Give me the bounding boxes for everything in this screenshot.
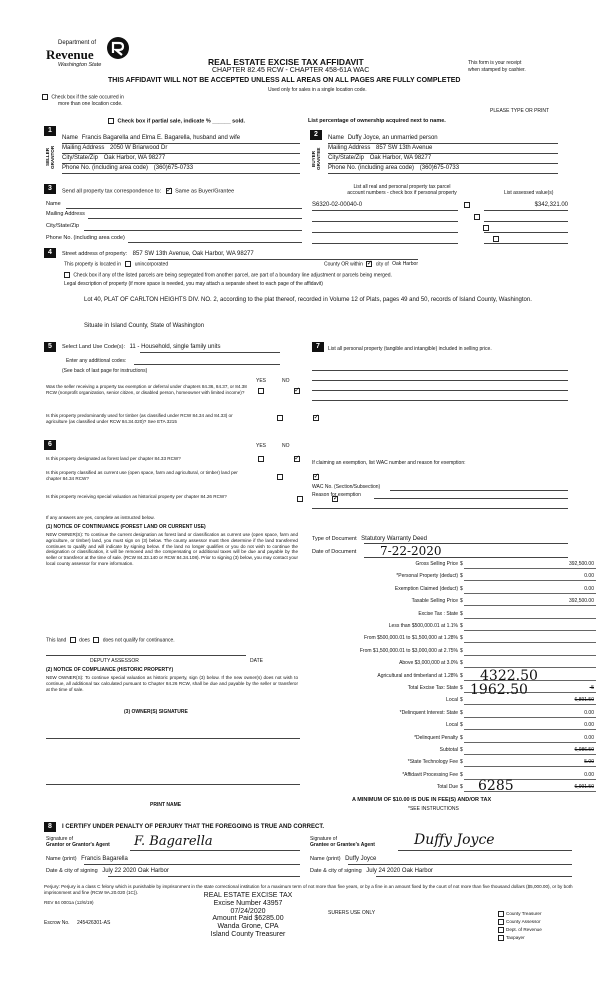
buyer-city-field[interactable]: Oak Harbor, WA 98277 xyxy=(369,155,432,161)
dist-dept-revenue[interactable] xyxy=(498,926,542,934)
logo-emblem-icon xyxy=(106,36,130,60)
parcel-3-personal-checkbox[interactable] xyxy=(483,225,489,231)
escrow-label: Escrow No. xyxy=(44,920,70,926)
multi-location-label-2: more than one location code. xyxy=(58,101,123,107)
buyer-city-row xyxy=(328,155,431,161)
tax-row-label: Local xyxy=(446,697,458,704)
does-not-label: does not qualify for continuance. xyxy=(102,637,175,644)
s6-q1-text: Is this property designated as forest land per chapter 84.33 RCW? xyxy=(46,456,181,461)
reason-label: Reason for exemption xyxy=(312,492,361,498)
tax-row xyxy=(312,759,596,767)
dist-taxpayer-checkbox[interactable] xyxy=(498,935,504,941)
tax-row xyxy=(312,635,596,643)
dist-county-treasurer[interactable] xyxy=(498,910,542,918)
dollar-sign: $ xyxy=(460,598,463,605)
section-6-number: 6 xyxy=(44,440,56,450)
doc-type-row xyxy=(312,536,427,542)
city-of-field[interactable]: Oak Harbor xyxy=(392,261,418,268)
deputy-assessor-label: DEPUTY ASSESSOR xyxy=(90,658,139,664)
section-1-seller xyxy=(44,126,302,178)
buyer-name-field[interactable]: Duffy Joyce, an unmarried person xyxy=(347,135,438,141)
does-label: does xyxy=(79,637,90,644)
continuance-row xyxy=(46,637,175,643)
tax-row xyxy=(312,784,596,792)
dist-county-treasurer-label: County Treasurer xyxy=(506,911,542,916)
located-label: This property is located in xyxy=(64,261,121,268)
located-row xyxy=(64,261,168,267)
section-3-number: 3 xyxy=(44,184,56,194)
dollar-sign: $ xyxy=(460,722,463,729)
stamp-line-2: Excise Number 43957 xyxy=(213,899,283,907)
buyer-phone-field[interactable]: (360)675-0733 xyxy=(419,165,460,171)
seller-side-label: SELLER GRANTOR xyxy=(45,145,55,169)
county-label: County OR within xyxy=(324,261,363,268)
used-only-note: Used only for sales in a single location code. xyxy=(268,87,367,93)
corr-name-label: Name xyxy=(46,201,61,207)
section-1-number: 1 xyxy=(44,126,56,136)
stamp-line-3: 07/24/2020 xyxy=(230,907,266,915)
does-qualify-checkbox[interactable] xyxy=(70,637,76,643)
dollar-sign: $ xyxy=(460,709,463,716)
buyer-side-label: BUYER GRANTEE xyxy=(311,147,321,171)
grantor-date-label: Date & city of signing xyxy=(46,868,98,874)
doc-date-field[interactable]: 7-22-2020 xyxy=(380,544,442,558)
tax-row-label: Local xyxy=(446,722,458,729)
s5-no-header: NO xyxy=(282,378,290,384)
tax-row xyxy=(312,710,596,718)
tax-row xyxy=(312,697,596,705)
grantor-date-row xyxy=(46,868,169,874)
s6-yes-header: YES xyxy=(256,443,267,449)
exemption-claim-label: If claiming an exemption, list WAC number and reason for exemption: xyxy=(312,460,466,466)
grantor-signature[interactable]: F. Bagarella xyxy=(134,834,213,849)
dist-county-assessor-label: County Assessor xyxy=(506,919,541,924)
grantor-sig-label-2: Grantor or Grantor's Agent xyxy=(46,842,110,848)
stamp-line-4: Amount Paid $6285.00 xyxy=(212,915,284,923)
see-back-note: (See back of last page for instructions) xyxy=(62,368,148,374)
tax-row xyxy=(312,573,596,581)
notice-2-title: (2) NOTICE OF COMPLIANCE (HISTORIC PROPERTY) xyxy=(46,667,174,673)
situate-line: Situate in Island County, State of Washington xyxy=(84,323,205,329)
tax-row xyxy=(312,648,596,656)
corr-phone-label: Phone No. (including area code) xyxy=(46,235,125,241)
grantee-signature[interactable]: Duffy Joyce xyxy=(414,832,495,848)
notice-2-text: NEW OWNER(S): To continue special valuation as historic property, sign (3) below. If the new owner(s) does not wish to continue, all additional tax calculated pursuant to Chapter 84.26 RCW, shall be due and payable by the seller or transferor at the time of sale. xyxy=(46,675,298,692)
ownership-note: List percentage of ownership acquired next to name. xyxy=(308,118,446,124)
tax-row xyxy=(312,611,596,619)
doc-type-label: Type of Document xyxy=(312,536,357,542)
buyer-phone-label: Phone No. (including area code) xyxy=(328,165,415,171)
partial-sale-label: Check box if partial sale, indicate % ______ sold. xyxy=(117,118,246,125)
tax-row xyxy=(312,623,596,631)
tax-row-value[interactable]: 392,500.00 xyxy=(568,598,594,605)
dollar-sign: $ xyxy=(460,734,463,741)
unincorporated-checkbox[interactable] xyxy=(125,261,131,267)
grantor-name-label: Name (print) xyxy=(46,856,77,862)
dollar-sign: $ xyxy=(460,647,463,654)
stamp-line-5: Wanda Grone, CPA xyxy=(217,923,279,931)
dollar-sign: $ xyxy=(460,672,463,679)
form-warning: THIS AFFIDAVIT WILL NOT BE ACCEPTED UNLESS ALL AREAS ON ALL PAGES ARE FULLY COMPLETED xyxy=(108,77,461,84)
tax-row xyxy=(312,660,596,668)
print-name-label: PRINT NAME xyxy=(150,802,182,808)
grantee-sig-label-1: Signature of xyxy=(310,836,337,842)
dollar-sign: $ xyxy=(460,573,463,580)
receipt-note-1: This form is your receipt xyxy=(468,60,522,66)
partial-sale-row[interactable] xyxy=(108,118,245,124)
tax-row-value[interactable]: 0.00 xyxy=(584,709,594,716)
treasurer-stamp xyxy=(190,892,306,939)
dollar-sign: $ xyxy=(460,697,463,704)
assessed-header: List assessed value(s) xyxy=(504,190,554,196)
tax-row xyxy=(312,747,596,755)
perjury-note: Perjury: Perjury is a class C felony which is punishable by imprisonment in the state correctional institution for a maximum term of not more than five years, or by a fine in an amount fixed by the court of not more than five thousand dollars ($5,000.00), or by both imprisonment and fine (RCW 9A.20.020 (1C)). xyxy=(44,884,573,895)
tax-row-value[interactable]: 0.00 xyxy=(584,734,594,741)
seller-phone-field[interactable]: (360)675-0733 xyxy=(153,165,194,171)
dist-county-assessor-checkbox[interactable] xyxy=(498,919,504,925)
grantor-name-row xyxy=(46,856,128,862)
seller-name-row xyxy=(62,135,300,141)
tax-row-label: From $500,000.01 to $1,500,000 at 1.28% xyxy=(364,635,458,642)
tax-row-struck-value: -5 xyxy=(589,685,594,691)
see-instructions-note: *SEE INSTRUCTIONS xyxy=(408,806,459,812)
section-5-number: 5 xyxy=(44,342,56,352)
dollar-sign: $ xyxy=(460,561,463,567)
notice-1-title: (1) NOTICE OF CONTINUANCE (FOREST LAND OR CURRENT USE) xyxy=(46,524,206,530)
tax-row xyxy=(312,722,596,730)
seller-city-field[interactable]: Oak Harbor, WA 98277 xyxy=(103,155,166,161)
grantee-date-row xyxy=(310,868,433,874)
escrow-field[interactable]: 245426301-AS xyxy=(76,920,111,926)
dollar-sign: $ xyxy=(460,759,463,766)
dollar-sign: $ xyxy=(460,610,463,617)
s6-q1-no-checkbox[interactable] xyxy=(294,456,300,462)
tax-row-value[interactable]: 0.00 xyxy=(584,722,594,729)
land-use-label: Select Land Use Code(s): xyxy=(62,344,125,350)
logo-state: Washington State xyxy=(58,62,102,68)
tax-row-value[interactable]: 0.00 xyxy=(584,573,594,580)
please-type-note: PLEASE TYPE OR PRINT xyxy=(490,108,550,114)
seller-city-row xyxy=(62,155,165,161)
unincorporated-label: unincorporated xyxy=(134,261,169,268)
tax-row xyxy=(312,561,596,569)
tax-row-label: *Delinquent Penalty xyxy=(414,734,458,741)
tax-row-value[interactable]: 0.00 xyxy=(584,585,594,592)
grantor-sig-label xyxy=(46,836,110,848)
seller-city-label: City/State/Zip xyxy=(62,155,99,161)
doc-date-label: Date of Document xyxy=(312,549,357,555)
seller-name-label: Name xyxy=(62,135,79,141)
tax-row-label: Subtotal xyxy=(439,747,458,753)
tax-row-label: Total Due xyxy=(436,784,458,791)
receipt-note-2: when stamped by cashier. xyxy=(468,67,526,73)
seller-mail-row xyxy=(62,145,167,151)
tax-row-label: Agricultural and timberland at 1.28% xyxy=(377,672,458,679)
dist-dept-revenue-checkbox[interactable] xyxy=(498,927,504,933)
buyer-mail-field[interactable]: 857 SW 13th Avenue xyxy=(376,145,433,151)
section-4-number: 4 xyxy=(44,248,56,258)
personal-property-label: List all personal property (tangible and intangible) included in selling price. xyxy=(328,346,492,352)
multi-location-checkbox-row[interactable] xyxy=(42,94,124,100)
certify-statement: I CERTIFY UNDER PENALTY OF PERJURY THAT THE FOREGOING IS TRUE AND CORRECT. xyxy=(62,824,325,830)
tax-row-label: Taxable Selling Price xyxy=(411,598,458,605)
tax-row-struck-value: 6,991.50 xyxy=(574,784,594,791)
section-2-buyer xyxy=(310,126,560,178)
street-row xyxy=(62,251,254,257)
grantor-name-field[interactable]: Francis Bagarella xyxy=(81,856,128,862)
tax-row xyxy=(312,685,596,693)
section-3-correspondence xyxy=(44,182,304,244)
stamp-line-6: Island County Treasurer xyxy=(210,930,286,938)
s6-q1-yes-checkbox[interactable] xyxy=(258,456,264,462)
grantee-date-label: Date & city of signing xyxy=(310,868,362,874)
s5-q1-yes-checkbox[interactable] xyxy=(258,388,264,394)
dist-dept-revenue-label: Dept. of Revenue xyxy=(506,927,542,932)
city-of-label: city of xyxy=(375,261,389,268)
deputy-date-label: DATE xyxy=(250,658,263,664)
grantee-sig-label-2: Grantee or Grantee's Agent xyxy=(310,842,375,848)
s6-q3-yes-checkbox[interactable] xyxy=(297,496,303,502)
grantee-name-field[interactable]: Duffy Joyce xyxy=(345,856,377,862)
tax-row-label: Total Excise Tax: State xyxy=(407,685,458,691)
s5-q2-yes-checkbox[interactable] xyxy=(277,415,283,421)
this-land-label: This land xyxy=(46,637,67,644)
grantor-sig-label-1: Signature of xyxy=(46,836,73,842)
tax-row-label: *Personal Property (deduct) xyxy=(396,573,458,580)
tax-row-label: Above $3,000,000 at 3.0% xyxy=(399,660,458,667)
dist-county-assessor[interactable] xyxy=(498,918,542,926)
legal-label: Legal description of property (if more space is needed, you may attach a separate sheet to each page of the affidavit) xyxy=(64,281,323,287)
dist-county-treasurer-checkbox[interactable] xyxy=(498,911,504,917)
partial-sale-checkbox[interactable] xyxy=(108,118,114,124)
tax-row-value[interactable]: 0.00 xyxy=(584,771,594,778)
legal-description[interactable]: Lot 40, PLAT OF CARLTON HEIGHTS DIV. NO. 2, according to the plat thereof, recorded in Volume 12 of Plats, pages 49 and 50, records of Island County, Washington. xyxy=(84,297,532,303)
segregated-label: Check box if any of the listed parcels are being segregated from another parcel, are part of a boundary line adjustment or parcels being merged. xyxy=(73,272,392,279)
logo-revenue: Revenue xyxy=(46,47,94,62)
dist-taxpayer[interactable] xyxy=(498,934,542,942)
buyer-mail-label: Mailing Address xyxy=(328,145,371,151)
additional-codes-label: Enter any additional codes: xyxy=(66,358,127,364)
form-subtitle: CHAPTER 82.45 RCW - CHAPTER 458-61A WAC xyxy=(212,67,370,74)
local-tax-handwritten[interactable]: 4322.50 xyxy=(480,668,538,684)
dollar-sign: $ xyxy=(460,747,463,753)
rev-number: REV 84 0001a (12/6/19) xyxy=(44,900,94,905)
tax-row-label: *Affidavit Processing Fee xyxy=(402,771,458,778)
form-title: REAL ESTATE EXCISE TAX AFFIDAVIT xyxy=(208,57,364,67)
dollar-sign: $ xyxy=(460,635,463,642)
dollar-sign: $ xyxy=(460,623,463,629)
send-correspondence-row xyxy=(62,188,234,194)
s5-q1-no-checkbox[interactable] xyxy=(294,388,300,394)
section-8-number: 8 xyxy=(44,822,56,832)
multi-location-checkbox[interactable] xyxy=(42,94,48,100)
tax-row xyxy=(312,772,596,780)
street-field[interactable]: 857 SW 13th Avenue, Oak Harbor, WA 98277 xyxy=(132,251,254,257)
tax-row xyxy=(312,586,596,594)
surers-use-only: SURERS USE ONLY xyxy=(328,910,376,916)
distribution-list xyxy=(498,910,542,942)
s6-q3-text: Is this property receiving special valuation as historical property per chapter 84.26 RCW? xyxy=(46,494,227,499)
section-5-land-use xyxy=(44,342,302,438)
tax-row-label: *State Technology Fee xyxy=(407,759,458,766)
parcel-list-header xyxy=(328,184,476,196)
wac-label: WAC No. (Section/Subsection) xyxy=(312,484,381,490)
section-7-number: 7 xyxy=(312,342,324,352)
dor-logo xyxy=(44,38,134,74)
stamp-line-1: REAL ESTATE EXCISE TAX xyxy=(203,892,293,899)
send-correspondence-label: Send all property tax correspondence to: xyxy=(62,188,162,195)
s5-q2-text: Is this property predominantly used for timber (as classified under RCW 84.34 and 84.33) or agriculture (as classified under RCW 84.34.020)? See ETA 3215 xyxy=(46,413,233,424)
tax-row-struck-value: 6,986.50 xyxy=(574,747,594,753)
section-6-designation xyxy=(44,440,306,820)
buyer-name-row xyxy=(328,135,438,141)
city-of-checkbox[interactable] xyxy=(366,261,372,267)
s5-q1-text: Was the seller receiving a property tax exemption or deferral under chapters 84.36, 84.37, or 84.38 RCW (nonprofit organization, senior citizen, or disabled person, homeowner with limited income)? xyxy=(46,384,247,395)
seller-name-field[interactable]: Francis Bagarella and Elma E. Bagarella, husband and wife xyxy=(81,135,241,141)
doc-type-field[interactable]: Statutory Warranty Deed xyxy=(361,536,427,542)
corr-mail-label: Mailing Address xyxy=(46,211,85,217)
multi-location-label: Check box if the sale occurred in xyxy=(51,94,124,101)
assessed-value[interactable]: $342,321.00 xyxy=(534,202,568,208)
minimum-due-note: A MINIMUM OF $10.00 IS DUE IN FEE(S) AND/OR TAX xyxy=(352,797,492,803)
parcel-header-1: List all real and personal property tax parcel xyxy=(353,184,451,190)
dollar-sign: $ xyxy=(460,784,463,791)
escrow-row xyxy=(44,920,110,926)
total-due-handwritten[interactable]: 6285 xyxy=(478,778,514,794)
dollar-sign: $ xyxy=(460,660,463,667)
tax-row-struck-value: 6,891.50 xyxy=(574,697,594,704)
city-of-row xyxy=(324,261,418,267)
grantee-sig-label xyxy=(310,836,375,848)
same-as-buyer-label: Same as Buyer/Grantee xyxy=(175,188,235,195)
section-8-certification xyxy=(44,822,574,888)
street-label: Street address of property: xyxy=(62,251,128,257)
tax-row xyxy=(312,598,596,606)
tax-row-struck-value: 5.00 xyxy=(584,759,594,766)
segregated-row xyxy=(64,272,392,278)
land-use-row xyxy=(62,344,220,350)
segregated-checkbox[interactable] xyxy=(64,272,70,278)
tax-row-label: Gross Selling Price xyxy=(415,561,458,567)
corr-city-label: City/State/Zip xyxy=(46,223,80,229)
section-4-property xyxy=(44,248,572,334)
tax-row-label: Less than $500,000.01 at 1.1% xyxy=(388,623,458,629)
parcel-header-2: account numbers - check box if personal property xyxy=(347,190,457,196)
tax-row-label: *Delinquent Interest: State xyxy=(399,709,458,716)
tax-row xyxy=(312,735,596,743)
parcel-2-personal-checkbox[interactable] xyxy=(474,214,480,220)
same-as-buyer-checkbox[interactable] xyxy=(166,188,172,194)
tax-row-value[interactable]: 392,500.00 xyxy=(568,561,594,567)
logo-dept-line: Department of xyxy=(58,40,97,46)
dollar-sign: $ xyxy=(460,685,463,691)
seller-phone-label: Phone No. (including area code) xyxy=(62,165,149,171)
seller-mail-label: Mailing Address xyxy=(62,145,105,151)
tax-row xyxy=(312,673,596,681)
does-not-qualify-checkbox[interactable] xyxy=(93,637,99,643)
land-use-field[interactable]: 11 - Household, single family units xyxy=(129,344,221,350)
owner-signature-label: (3) OWNER(S) SIGNATURE xyxy=(124,709,188,715)
parcel-4-personal-checkbox[interactable] xyxy=(493,236,499,242)
grantee-date-field[interactable]: July 24 2020 Oak Harbor xyxy=(366,868,433,874)
seller-mail-field[interactable]: 2050 W Briarwood Dr xyxy=(110,145,168,151)
s6-q2-yes-checkbox[interactable] xyxy=(277,474,283,480)
buyer-mail-row xyxy=(328,145,432,151)
section-2-number: 2 xyxy=(310,130,322,140)
tax-row-label: Exemption Claimed (deduct) xyxy=(394,585,458,592)
tax-row-label: Excise Tax : State xyxy=(418,610,458,617)
s6-q2-text: Is this property classified as current use (open space, farm and agricultural, or timber) land per chapter 84.34 RCW? xyxy=(46,470,238,481)
dollar-sign: $ xyxy=(460,585,463,592)
seller-phone-row xyxy=(62,165,193,171)
notice-1-text: NEW OWNER(S): To continue the current designation as forest land or classification as current use (open space, farm and agriculture, or timber) land, you must sign on (3) below. The county assessor must then determine if the land transferred continues to qualify and will indicate by signing below. If the land no longer qualifies or you do not wish to continue the designation or classification, it will be removed and the compensating or additional taxes will be due and payable by the seller or transferor at the time of sale. (RCW 84.33.140 or RCW 84.34.108). Prior to signing (3) below, you may contact your local county assessor for more information. xyxy=(46,532,298,566)
buyer-city-label: City/State/Zip xyxy=(328,155,365,161)
interest-handwritten[interactable]: 1962.50 xyxy=(470,682,528,698)
s6-no-header: NO xyxy=(282,443,290,449)
parcel-number[interactable]: S6320-02-00040-0 xyxy=(312,202,363,208)
tax-row-label: From $1,500,000.01 to $3,000,000 at 2.75% xyxy=(359,647,458,654)
grantee-name-label: Name (print) xyxy=(310,856,341,862)
buyer-name-label: Name xyxy=(328,135,345,141)
parcel-1-personal-checkbox[interactable] xyxy=(464,202,470,208)
dollar-sign: $ xyxy=(460,771,463,778)
grantor-date-field[interactable]: July 22 2020 Oak Harbor xyxy=(102,868,169,874)
grantee-name-row xyxy=(310,856,376,862)
dist-taxpayer-label: Taxpayer xyxy=(506,935,525,940)
buyer-phone-row xyxy=(328,165,459,171)
s5-yes-header: YES xyxy=(256,378,267,384)
if-yes-note: If any answers are yes, complete as instructed below. xyxy=(46,515,155,520)
